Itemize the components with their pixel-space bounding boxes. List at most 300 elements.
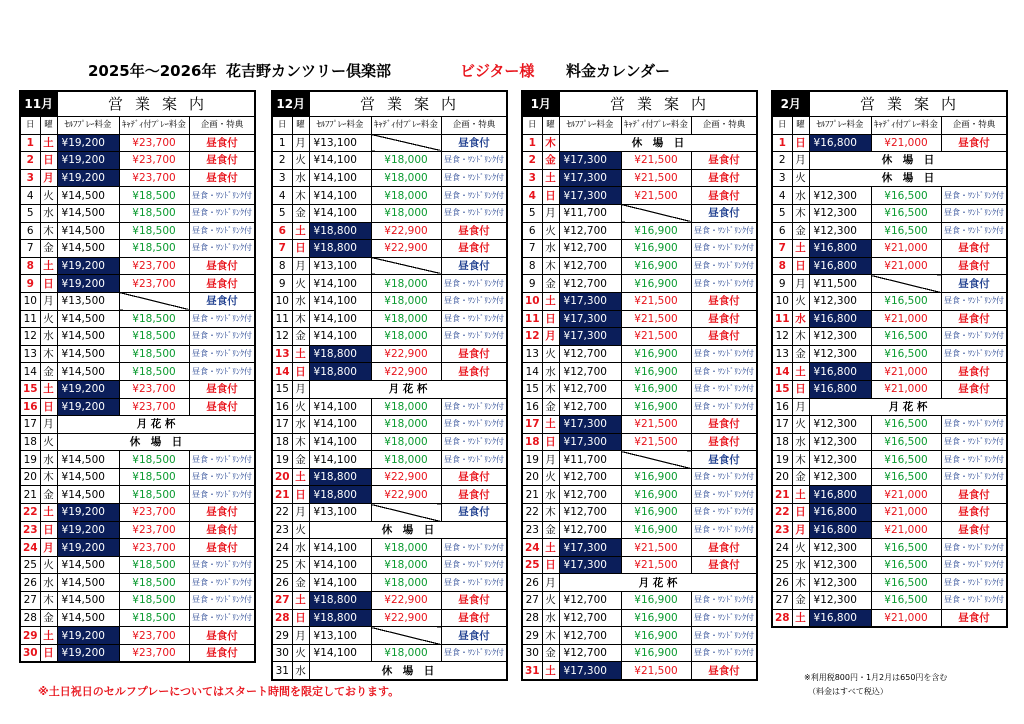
day-row xyxy=(772,416,1007,434)
plan-benefit: 昼食・ﾜﾝﾄﾞﾘﾝｸ付 xyxy=(189,363,255,381)
day-number: 24 xyxy=(20,539,40,557)
day-number: 4 xyxy=(772,187,792,205)
weekday: 木 xyxy=(292,310,309,328)
weekday: 金 xyxy=(542,644,559,662)
plan-benefit: 昼食付 xyxy=(691,416,757,434)
day-number: 14 xyxy=(772,363,792,381)
plan-benefit: 昼食付 xyxy=(441,240,507,258)
plan-benefit: 昼食付 xyxy=(441,609,507,627)
self-play-fee: ¥16,800 xyxy=(809,504,871,522)
self-play-fee: ¥12,300 xyxy=(809,468,871,486)
caddie-play-fee: ¥18,000 xyxy=(371,328,441,346)
day-row xyxy=(772,433,1007,451)
self-play-fee: ¥14,500 xyxy=(57,556,119,574)
plan-benefit: 昼食・ﾜﾝﾄﾞﾘﾝｸ付 xyxy=(189,204,255,222)
weekday: 日 xyxy=(40,521,57,539)
day-row xyxy=(772,345,1007,363)
day-number: 3 xyxy=(522,169,542,187)
day-row xyxy=(772,134,1007,152)
weekend-start-time-note: ※土日祝日のセルフプレーについてはスタート時間を限定しております。 xyxy=(38,685,400,698)
caddie-play-fee: ¥21,000 xyxy=(871,310,941,328)
day-number: 18 xyxy=(772,433,792,451)
self-play-fee: ¥18,800 xyxy=(309,345,371,363)
self-play-fee: ¥12,700 xyxy=(559,627,621,645)
day-row xyxy=(522,169,757,187)
caddie-play-fee: ¥16,900 xyxy=(621,609,691,627)
weekday: 火 xyxy=(792,169,809,187)
weekday: 火 xyxy=(292,644,309,662)
weekday: 月 xyxy=(792,521,809,539)
weekday: 水 xyxy=(792,187,809,205)
day-number: 18 xyxy=(522,433,542,451)
day-row xyxy=(272,433,507,451)
self-play-fee: ¥12,700 xyxy=(559,521,621,539)
plan-benefit: 昼食・ﾜﾝﾄﾞﾘﾝｸ付 xyxy=(189,310,255,328)
caddie-play-fee: ¥18,500 xyxy=(119,609,189,627)
day-number: 7 xyxy=(20,240,40,258)
month-header-row xyxy=(20,91,255,117)
competition-label: 月 花 杯 xyxy=(809,398,1007,416)
day-number: 23 xyxy=(20,521,40,539)
plan-benefit: 昼食付 xyxy=(691,556,757,574)
self-play-fee: ¥14,100 xyxy=(309,169,371,187)
caddie-play-fee: ¥16,900 xyxy=(621,486,691,504)
day-row xyxy=(272,451,507,469)
caddie-play-fee: ¥23,700 xyxy=(119,627,189,645)
weekday: 木 xyxy=(792,574,809,592)
day-row xyxy=(272,416,507,434)
weekday: 月 xyxy=(542,574,559,592)
self-play-fee: ¥12,300 xyxy=(809,574,871,592)
weekday: 木 xyxy=(40,222,57,240)
weekday: 火 xyxy=(40,187,57,205)
weekday: 木 xyxy=(292,433,309,451)
caddie-play-fee: ¥21,500 xyxy=(621,328,691,346)
self-play-fee: ¥13,100 xyxy=(309,257,371,275)
day-row xyxy=(20,539,255,557)
month-table-february xyxy=(771,90,1008,628)
day-row xyxy=(272,187,507,205)
day-number: 14 xyxy=(20,363,40,381)
weekday: 土 xyxy=(542,416,559,434)
day-number: 9 xyxy=(272,275,292,293)
self-play-fee: ¥12,300 xyxy=(809,433,871,451)
day-row xyxy=(272,240,507,258)
day-row xyxy=(772,257,1007,275)
caddie-play-fee: ¥23,700 xyxy=(119,152,189,170)
plan-benefit: 昼食・ﾜﾝﾄﾞﾘﾝｸ付 xyxy=(189,187,255,205)
no-caddie-play-cell xyxy=(621,204,691,222)
day-row xyxy=(20,433,255,451)
day-number: 18 xyxy=(272,433,292,451)
self-play-fee: ¥12,300 xyxy=(809,222,871,240)
plan-benefit-header: 企画・特典 xyxy=(691,117,757,135)
plan-benefit: 昼食付 xyxy=(691,451,757,469)
day-row xyxy=(272,627,507,645)
day-row xyxy=(772,240,1007,258)
caddie-play-fee: ¥18,500 xyxy=(119,592,189,610)
self-play-fee: ¥19,200 xyxy=(57,257,119,275)
day-number: 16 xyxy=(772,398,792,416)
weekday: 木 xyxy=(792,204,809,222)
column-header-row xyxy=(522,117,757,135)
day-number: 28 xyxy=(522,609,542,627)
day-row xyxy=(522,275,757,293)
plan-benefit: 昼食・ﾜﾝﾄﾞﾘﾝｸ付 xyxy=(441,574,507,592)
self-play-fee: ¥14,500 xyxy=(57,574,119,592)
day-row xyxy=(20,187,255,205)
weekday: 日 xyxy=(792,257,809,275)
caddie-play-fee: ¥18,000 xyxy=(371,416,441,434)
plan-benefit: 昼食付 xyxy=(691,204,757,222)
day-row xyxy=(272,592,507,610)
day-number: 1 xyxy=(272,134,292,152)
plan-benefit: 昼食・ﾜﾝﾄﾞﾘﾝｸ付 xyxy=(189,574,255,592)
self-play-fee: ¥17,300 xyxy=(559,292,621,310)
plan-benefit: 昼食・ﾜﾝﾄﾞﾘﾝｸ付 xyxy=(441,556,507,574)
plan-benefit: 昼食・ﾜﾝﾄﾞﾘﾝｸ付 xyxy=(691,521,757,539)
day-row xyxy=(522,486,757,504)
weekday-header: 曜 xyxy=(542,117,559,135)
day-number: 23 xyxy=(772,521,792,539)
self-play-fee: ¥18,800 xyxy=(309,486,371,504)
day-row xyxy=(522,328,757,346)
weekday: 金 xyxy=(542,275,559,293)
plan-benefit: 昼食・ﾜﾝﾄﾞﾘﾝｸ付 xyxy=(941,539,1007,557)
weekday: 木 xyxy=(542,504,559,522)
weekday: 水 xyxy=(40,451,57,469)
day-number: 6 xyxy=(772,222,792,240)
plan-benefit: 昼食・ﾜﾝﾄﾞﾘﾝｸ付 xyxy=(691,644,757,662)
self-play-fee: ¥17,300 xyxy=(559,187,621,205)
caddie-play-fee: ¥18,000 xyxy=(371,310,441,328)
self-play-fee: ¥12,700 xyxy=(559,644,621,662)
caddie-play-fee: ¥18,000 xyxy=(371,398,441,416)
caddie-play-fee: ¥18,000 xyxy=(371,204,441,222)
caddie-play-fee: ¥23,700 xyxy=(119,380,189,398)
day-row xyxy=(522,257,757,275)
day-row xyxy=(522,662,757,680)
self-play-fee: ¥14,100 xyxy=(309,292,371,310)
weekday: 水 xyxy=(292,539,309,557)
self-play-fee: ¥14,500 xyxy=(57,204,119,222)
plan-benefit: 昼食・ﾜﾝﾄﾞﾘﾝｸ付 xyxy=(941,574,1007,592)
plan-benefit: 昼食・ﾜﾝﾄﾞﾘﾝｸ付 xyxy=(441,310,507,328)
day-number: 25 xyxy=(772,556,792,574)
day-number: 20 xyxy=(272,468,292,486)
caddie-play-fee: ¥16,900 xyxy=(621,345,691,363)
weekday: 土 xyxy=(40,380,57,398)
caddie-play-fee: ¥21,500 xyxy=(621,292,691,310)
day-row xyxy=(20,363,255,381)
plan-benefit: 昼食・ﾜﾝﾄﾞﾘﾝｸ付 xyxy=(441,169,507,187)
caddie-play-fee: ¥23,700 xyxy=(119,275,189,293)
day-number: 20 xyxy=(522,468,542,486)
self-play-fee: ¥14,500 xyxy=(57,468,119,486)
self-play-fee: ¥17,300 xyxy=(559,169,621,187)
closed-day-label: 休 場 日 xyxy=(809,152,1007,170)
self-play-fee: ¥14,500 xyxy=(57,310,119,328)
self-play-fee: ¥12,700 xyxy=(559,345,621,363)
day-header: 日 xyxy=(272,117,292,135)
day-row xyxy=(20,380,255,398)
plan-benefit: 昼食・ﾜﾝﾄﾞﾘﾝｸ付 xyxy=(941,451,1007,469)
plan-benefit-header: 企画・特典 xyxy=(189,117,255,135)
day-row xyxy=(272,363,507,381)
day-number: 16 xyxy=(20,398,40,416)
day-number: 24 xyxy=(272,539,292,557)
weekday: 水 xyxy=(792,433,809,451)
self-play-fee: ¥12,700 xyxy=(559,468,621,486)
no-caddie-play-cell xyxy=(371,504,441,522)
day-number: 25 xyxy=(20,556,40,574)
club-name: 花吉野カンツリー倶楽部 xyxy=(226,62,392,80)
caddie-play-fee: ¥21,500 xyxy=(621,539,691,557)
self-play-fee: ¥16,800 xyxy=(809,609,871,627)
plan-benefit: 昼食・ﾜﾝﾄﾞﾘﾝｸ付 xyxy=(941,187,1007,205)
weekday: 月 xyxy=(292,627,309,645)
weekday: 日 xyxy=(292,609,309,627)
caddie-play-fee: ¥16,900 xyxy=(621,521,691,539)
day-row xyxy=(522,468,757,486)
calendar-title: 料金カレンダー xyxy=(566,62,671,80)
self-play-fee: ¥18,800 xyxy=(309,363,371,381)
column-header-row xyxy=(272,117,507,135)
day-row xyxy=(522,451,757,469)
caddie-play-fee: ¥21,500 xyxy=(621,169,691,187)
weekday: 火 xyxy=(792,416,809,434)
weekday: 月 xyxy=(792,398,809,416)
day-number: 7 xyxy=(272,240,292,258)
day-row xyxy=(20,345,255,363)
day-number: 29 xyxy=(522,627,542,645)
self-play-fee: ¥14,500 xyxy=(57,328,119,346)
competition-label: 月 花 杯 xyxy=(57,416,255,434)
self-play-fee: ¥14,500 xyxy=(57,451,119,469)
weekday: 金 xyxy=(792,345,809,363)
plan-benefit: 昼食・ﾜﾝﾄﾞﾘﾝｸ付 xyxy=(691,275,757,293)
plan-benefit: 昼食・ﾜﾝﾄﾞﾘﾝｸ付 xyxy=(441,328,507,346)
day-number: 19 xyxy=(20,451,40,469)
plan-benefit: 昼食・ﾜﾝﾄﾞﾘﾝｸ付 xyxy=(691,240,757,258)
day-number: 11 xyxy=(522,310,542,328)
day-row xyxy=(522,240,757,258)
self-play-fee: ¥19,200 xyxy=(57,644,119,662)
weekday: 金 xyxy=(292,574,309,592)
self-play-fee: ¥12,300 xyxy=(809,556,871,574)
self-play-fee: ¥17,300 xyxy=(559,328,621,346)
weekday: 土 xyxy=(292,468,309,486)
day-row xyxy=(772,468,1007,486)
day-number: 29 xyxy=(272,627,292,645)
weekday: 金 xyxy=(792,468,809,486)
self-play-fee: ¥14,100 xyxy=(309,451,371,469)
plan-benefit: 昼食付 xyxy=(941,363,1007,381)
plan-benefit: 昼食・ﾜﾝﾄﾞﾘﾝｸ付 xyxy=(441,187,507,205)
plan-benefit: 昼食・ﾜﾝﾄﾞﾘﾝｸ付 xyxy=(691,363,757,381)
caddie-play-fee: ¥16,500 xyxy=(871,433,941,451)
caddie-play-fee: ¥18,500 xyxy=(119,363,189,381)
day-row xyxy=(20,627,255,645)
season-years: 2025年～2026年 xyxy=(88,62,217,80)
caddie-play-fee: ¥18,500 xyxy=(119,468,189,486)
plan-benefit: 昼食付 xyxy=(441,257,507,275)
caddie-play-fee: ¥18,000 xyxy=(371,451,441,469)
self-play-fee: ¥12,300 xyxy=(809,328,871,346)
caddie-play-fee-header: ｷｬﾃﾞｨ付ﾌﾟﾚｰ料金 xyxy=(871,117,941,135)
caddie-play-fee-header: ｷｬﾃﾞｨ付ﾌﾟﾚｰ料金 xyxy=(621,117,691,135)
weekday: 土 xyxy=(542,539,559,557)
caddie-play-fee: ¥18,500 xyxy=(119,240,189,258)
plan-benefit: 昼食・ﾜﾝﾄﾞﾘﾝｸ付 xyxy=(441,644,507,662)
day-row xyxy=(772,275,1007,293)
self-play-fee: ¥14,100 xyxy=(309,539,371,557)
day-row xyxy=(772,609,1007,627)
weekday: 木 xyxy=(542,257,559,275)
day-number: 25 xyxy=(272,556,292,574)
weekday: 水 xyxy=(40,574,57,592)
self-play-fee: ¥19,200 xyxy=(57,521,119,539)
caddie-play-fee: ¥18,500 xyxy=(119,486,189,504)
day-row xyxy=(772,187,1007,205)
day-number: 15 xyxy=(772,380,792,398)
self-play-fee: ¥12,300 xyxy=(809,292,871,310)
visitor-label: ビジター様 xyxy=(460,62,535,80)
weekday: 火 xyxy=(292,521,309,539)
day-row xyxy=(272,521,507,539)
caddie-play-fee: ¥16,900 xyxy=(621,627,691,645)
day-row xyxy=(20,398,255,416)
day-number: 16 xyxy=(272,398,292,416)
day-number: 15 xyxy=(522,380,542,398)
weekday: 水 xyxy=(40,204,57,222)
day-number: 13 xyxy=(522,345,542,363)
weekday: 月 xyxy=(40,292,57,310)
caddie-play-fee: ¥22,900 xyxy=(371,592,441,610)
closed-day-label: 休 場 日 xyxy=(309,662,507,680)
day-number: 14 xyxy=(272,363,292,381)
caddie-play-fee: ¥21,500 xyxy=(621,416,691,434)
plan-benefit: 昼食・ﾜﾝﾄﾞﾘﾝｸ付 xyxy=(691,486,757,504)
day-number: 19 xyxy=(772,451,792,469)
plan-benefit: 昼食付 xyxy=(189,627,255,645)
day-number: 2 xyxy=(272,152,292,170)
day-row xyxy=(272,380,507,398)
day-row xyxy=(20,134,255,152)
self-play-fee: ¥14,100 xyxy=(309,275,371,293)
self-play-fee: ¥16,800 xyxy=(809,310,871,328)
plan-benefit: 昼食付 xyxy=(941,134,1007,152)
weekday: 日 xyxy=(292,240,309,258)
self-play-fee: ¥14,500 xyxy=(57,609,119,627)
day-number: 8 xyxy=(272,257,292,275)
self-play-fee: ¥14,100 xyxy=(309,556,371,574)
plan-benefit: 昼食付 xyxy=(189,504,255,522)
caddie-play-fee: ¥16,900 xyxy=(621,468,691,486)
day-row xyxy=(772,539,1007,557)
day-number: 12 xyxy=(20,328,40,346)
weekday: 土 xyxy=(292,345,309,363)
self-play-fee: ¥12,700 xyxy=(559,486,621,504)
day-row xyxy=(20,468,255,486)
day-number: 12 xyxy=(772,328,792,346)
day-number: 12 xyxy=(522,328,542,346)
caddie-play-fee: ¥16,500 xyxy=(871,328,941,346)
plan-benefit: 昼食・ﾜﾝﾄﾞﾘﾝｸ付 xyxy=(941,222,1007,240)
weekday: 日 xyxy=(542,310,559,328)
plan-benefit: 昼食付 xyxy=(441,363,507,381)
self-play-fee: ¥12,700 xyxy=(559,363,621,381)
plan-benefit: 昼食・ﾜﾝﾄﾞﾘﾝｸ付 xyxy=(691,345,757,363)
month-table-november xyxy=(19,90,256,663)
caddie-play-fee: ¥23,700 xyxy=(119,504,189,522)
plan-benefit: 昼食・ﾜﾝﾄﾞﾘﾝｸ付 xyxy=(189,328,255,346)
self-play-fee: ¥13,100 xyxy=(309,627,371,645)
weekday: 木 xyxy=(542,627,559,645)
caddie-play-fee: ¥16,900 xyxy=(621,592,691,610)
page-header xyxy=(0,60,1024,82)
self-play-fee: ¥11,700 xyxy=(559,451,621,469)
day-number: 13 xyxy=(20,345,40,363)
self-play-fee: ¥12,700 xyxy=(559,398,621,416)
caddie-play-fee: ¥21,500 xyxy=(621,433,691,451)
caddie-play-fee: ¥16,500 xyxy=(871,574,941,592)
day-row xyxy=(522,310,757,328)
day-number: 8 xyxy=(772,257,792,275)
caddie-play-fee: ¥18,000 xyxy=(371,644,441,662)
day-number: 25 xyxy=(522,556,542,574)
weekday: 水 xyxy=(292,662,309,680)
weekday: 金 xyxy=(542,152,559,170)
self-play-fee-header: ｾﾙﾌﾌﾟﾚｰ料金 xyxy=(57,117,119,135)
weekday: 金 xyxy=(292,328,309,346)
plan-benefit: 昼食・ﾜﾝﾄﾞﾘﾝｸ付 xyxy=(691,398,757,416)
plan-benefit: 昼食付 xyxy=(941,380,1007,398)
day-row xyxy=(20,451,255,469)
weekday: 木 xyxy=(542,380,559,398)
plan-benefit: 昼食付 xyxy=(189,539,255,557)
plan-benefit: 昼食・ﾜﾝﾄﾞﾘﾝｸ付 xyxy=(941,468,1007,486)
caddie-play-fee: ¥22,900 xyxy=(371,609,441,627)
plan-benefit: 昼食付 xyxy=(941,486,1007,504)
weekday: 日 xyxy=(40,644,57,662)
day-row xyxy=(522,204,757,222)
self-play-fee: ¥16,800 xyxy=(809,521,871,539)
weekday: 日 xyxy=(542,187,559,205)
plan-benefit: 昼食・ﾜﾝﾄﾞﾘﾝｸ付 xyxy=(691,380,757,398)
day-row xyxy=(522,539,757,557)
weekday: 金 xyxy=(542,398,559,416)
day-row xyxy=(522,592,757,610)
day-row xyxy=(772,310,1007,328)
plan-benefit: 昼食付 xyxy=(441,504,507,522)
day-row xyxy=(522,433,757,451)
no-caddie-play-cell xyxy=(371,257,441,275)
day-number: 8 xyxy=(522,257,542,275)
caddie-play-fee: ¥21,000 xyxy=(871,486,941,504)
self-play-fee: ¥12,700 xyxy=(559,257,621,275)
weekday: 木 xyxy=(792,451,809,469)
plan-benefit: 昼食付 xyxy=(691,292,757,310)
plan-benefit: 昼食付 xyxy=(941,275,1007,293)
day-number: 14 xyxy=(522,363,542,381)
plan-benefit: 昼食付 xyxy=(441,222,507,240)
day-row xyxy=(20,257,255,275)
plan-benefit: 昼食付 xyxy=(189,134,255,152)
caddie-play-fee: ¥18,500 xyxy=(119,556,189,574)
closed-day-label: 休 場 日 xyxy=(57,433,255,451)
plan-benefit: 昼食付 xyxy=(941,521,1007,539)
